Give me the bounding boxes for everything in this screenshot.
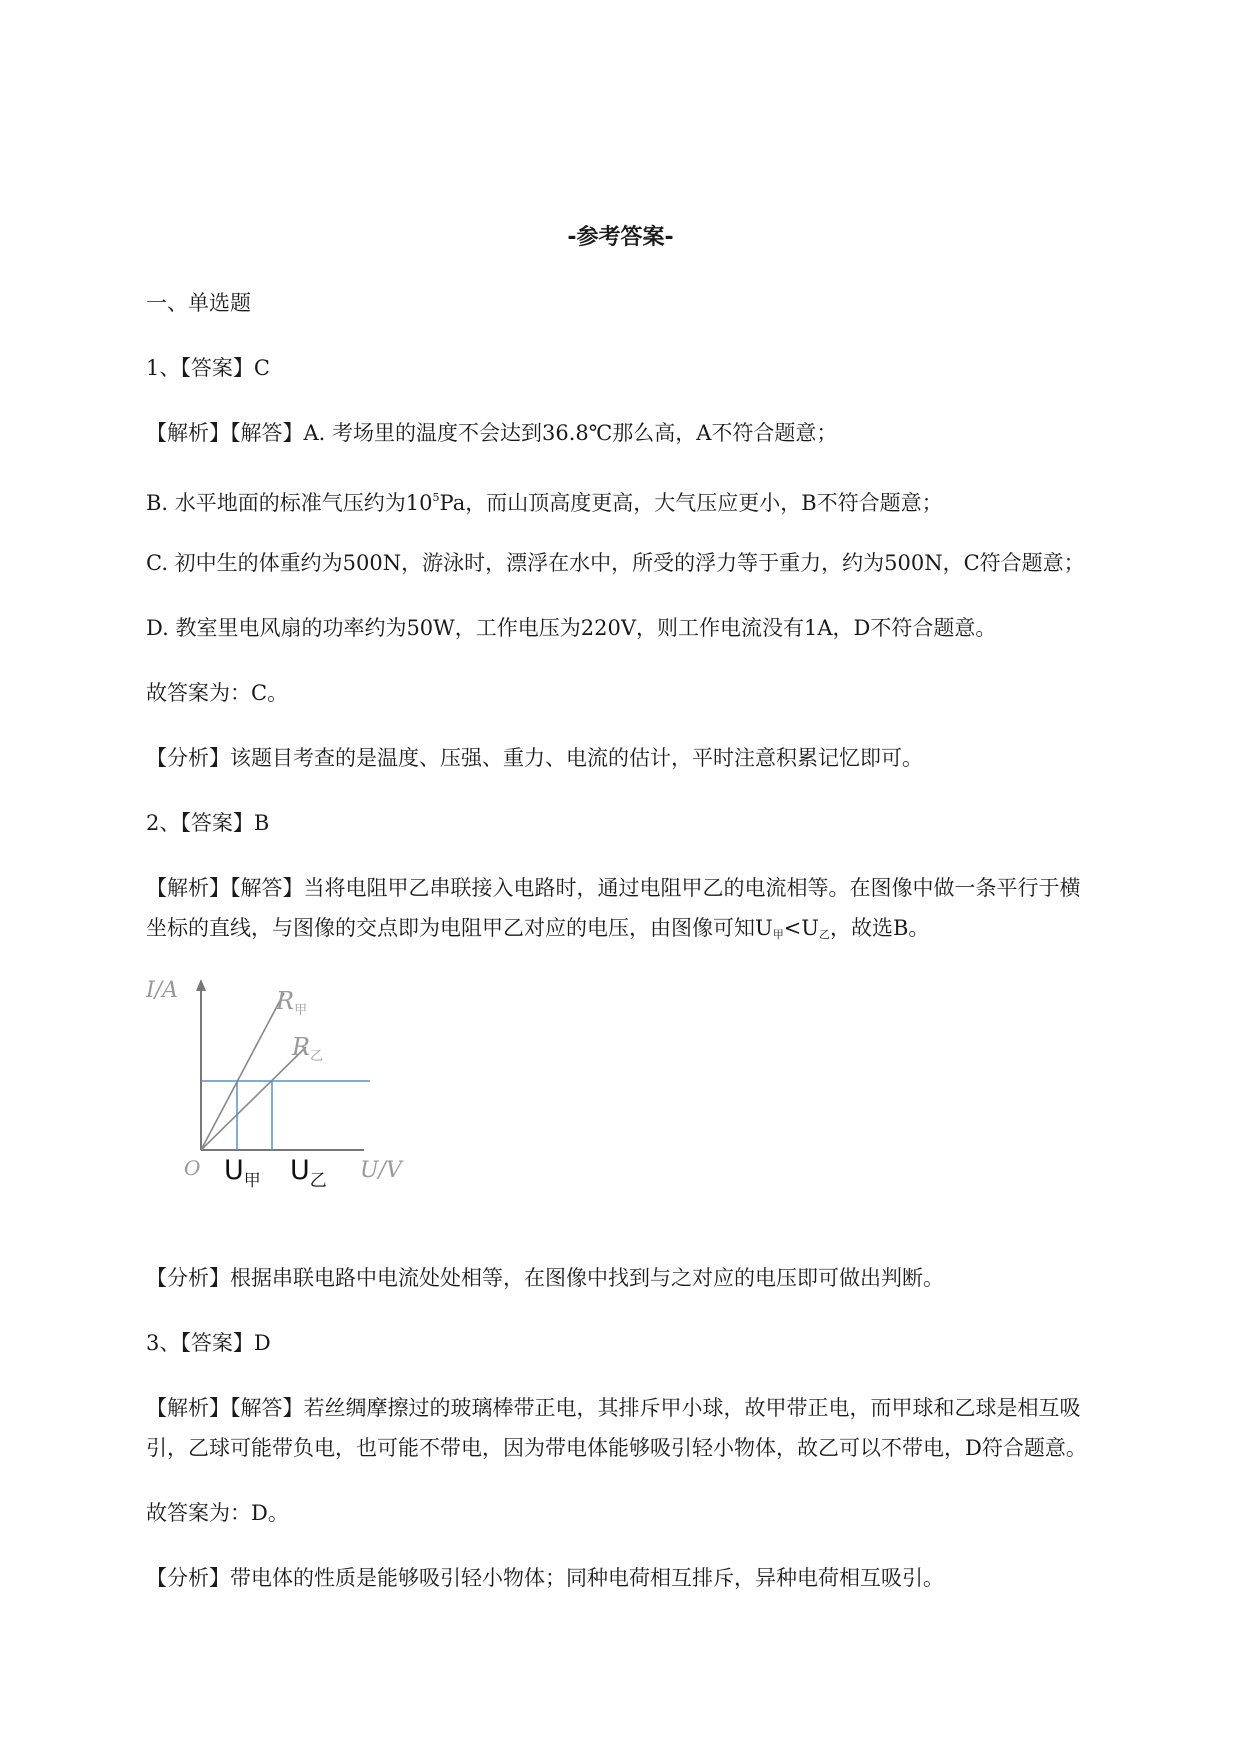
q3-explanation-line-2: 引，乙球可能带负电，也可能不带电，因为带电体能够吸引轻小物体，故乙可以不带电，D符合题意。 <box>146 1436 1087 1460</box>
q1-conclusion: 故答案为：C。 <box>146 681 289 705</box>
r-yi-label: $R_乙$ <box>292 1033 324 1064</box>
q2-explanation-line-1: 【解析】【解答】当将电阻甲乙串联接入电路时，通过电阻甲乙的电流相等。在图像中做一条平行于横 <box>146 876 1081 900</box>
r-yi-line <box>201 1047 306 1150</box>
q1-option-b-explanation: B. 水平地面的标准气压约为$10^5Pa$，而山顶高度更高，大气压应更小，B不符合题意； <box>146 491 943 515</box>
q3-answer: 3、【答案】D <box>146 1331 271 1355</box>
iu-graph <box>146 975 406 1205</box>
q2-answer: 2、【答案】B <box>146 811 270 835</box>
q1-option-d-explanation: D. 教室里电风扇的功率约为50W，工作电压为220V，则工作电流没有1A，D不符合题意。 <box>146 616 997 640</box>
u-yi-label: $U_乙$ <box>290 1155 327 1191</box>
y-axis-label: I/A <box>146 978 178 1003</box>
q3-explanation-line-1: 【解析】【解答】若丝绸摩擦过的玻璃棒带正电，其排斥甲小球，故甲带正电，而甲球和乙球是相互吸 <box>146 1396 1081 1420</box>
q1-option-a-explanation: 【解析】【解答】A. 考场里的温度不会达到36.8℃那么高，A不符合题意； <box>146 421 838 445</box>
section-heading: 一、单选题 <box>146 291 251 315</box>
y-axis-arrow <box>196 979 206 991</box>
x-axis-label: U/V <box>360 1158 402 1183</box>
origin-label: O <box>184 1156 201 1180</box>
q1-answer: 1、【答案】C <box>146 356 270 380</box>
q3-analysis: 【分析】带电体的性质是能够吸引轻小物体；同种电荷相互排斥，异种电荷相互吸引。 <box>146 1566 944 1590</box>
exponent: 5 <box>432 491 440 504</box>
u-jia-label: $U_甲$ <box>224 1155 261 1191</box>
q2-analysis: 【分析】根据串联电路中电流处处相等，在图像中找到与之对应的电压即可做出判断。 <box>146 1266 944 1290</box>
r-jia-label: $R_甲$ <box>276 987 308 1018</box>
q1-analysis: 【分析】该题目考查的是温度、压强、重力、电流的估计，平时注意积累记忆即可。 <box>146 746 923 770</box>
page-title: -参考答案- <box>567 225 674 250</box>
q1-option-c-explanation: C. 初中生的体重约为500N，游泳时，漂浮在水中，所受的浮力等于重力，约为500N，C符合题意； <box>146 551 1085 575</box>
q3-conclusion: 故答案为：D。 <box>146 1501 289 1525</box>
q2-explanation-line-2: 坐标的直线，与图像的交点即为电阻甲乙对应的电压，由图像可知$U_甲<U_乙$，故选B。 <box>146 916 930 941</box>
